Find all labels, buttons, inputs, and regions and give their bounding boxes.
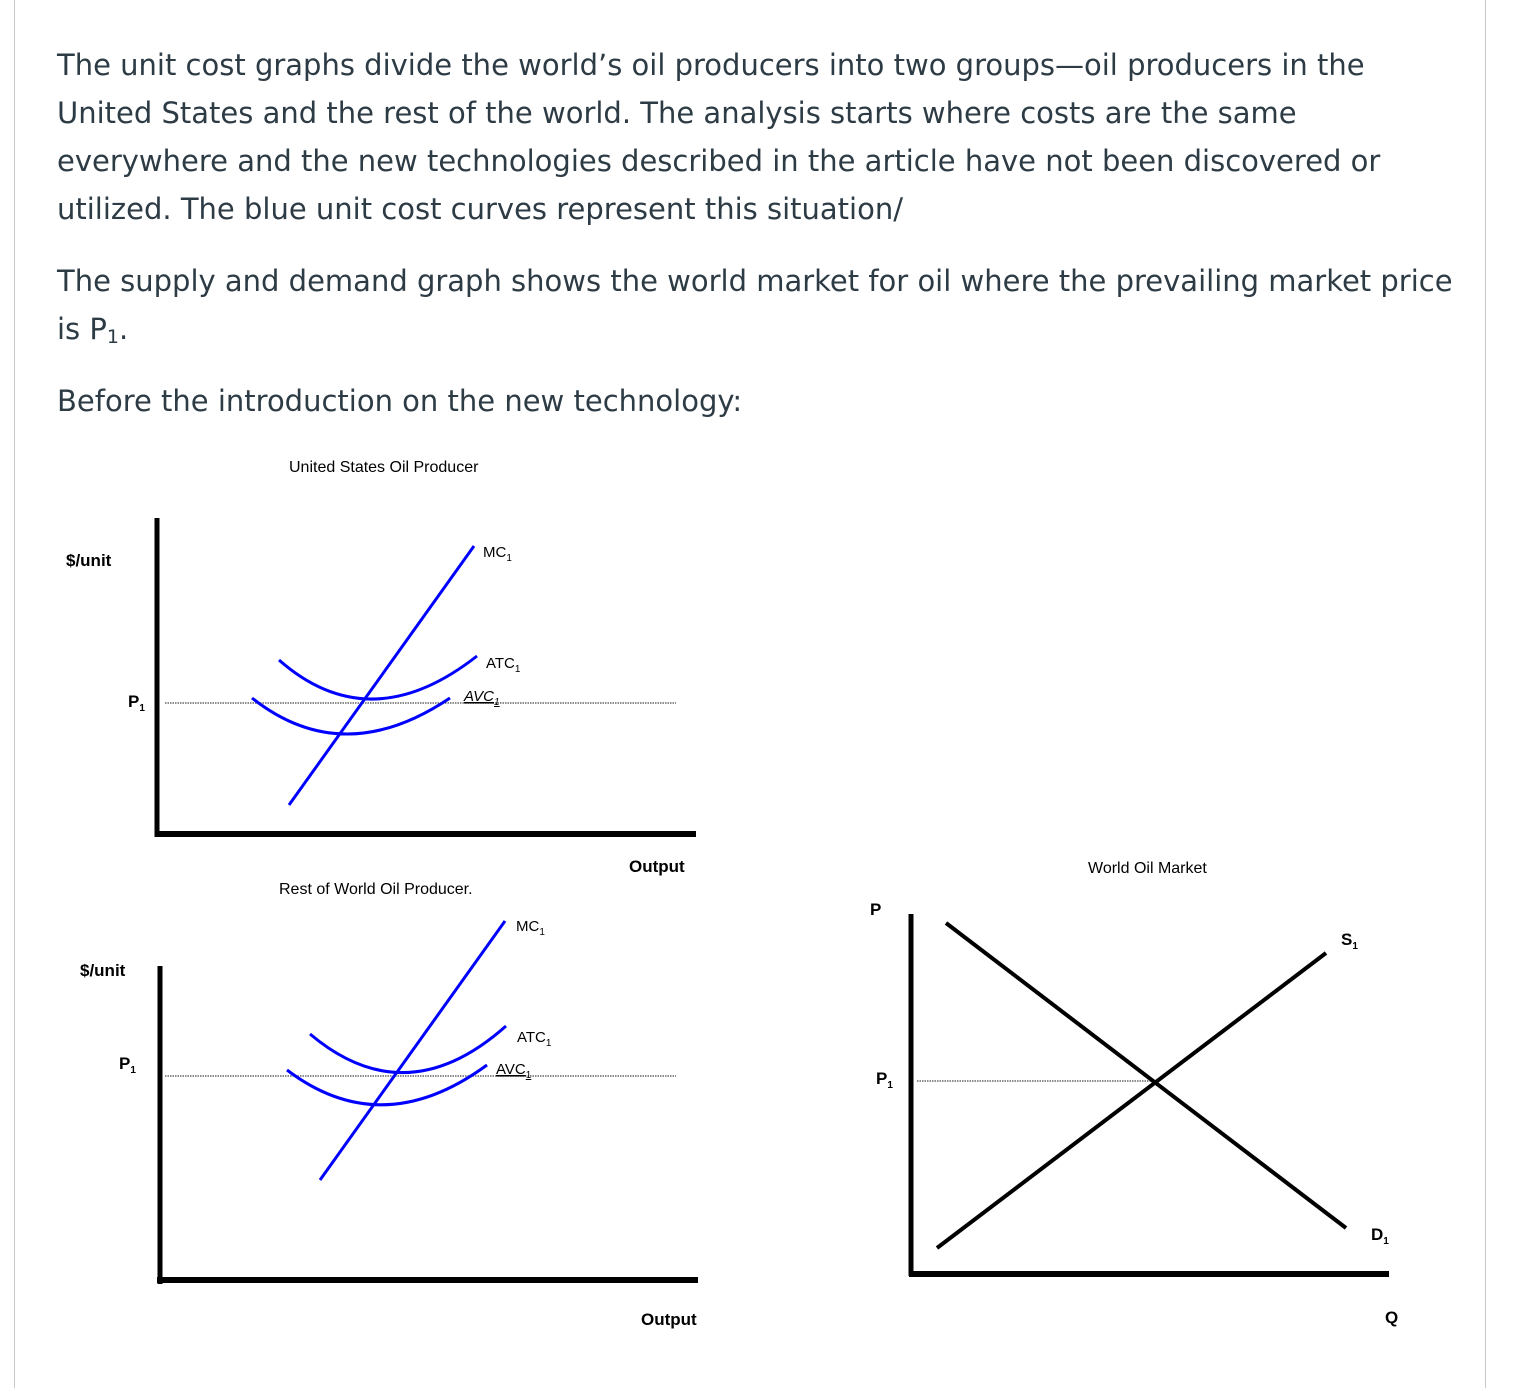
demand-sub: 1 — [1383, 1236, 1389, 1247]
us-mc-text: MC — [483, 544, 507, 561]
us-graph-title: United States Oil Producer — [289, 459, 479, 476]
market-price-sub: 1 — [887, 1080, 893, 1091]
row-y-axis-label: $/unit — [80, 961, 126, 980]
market-price-symbol: P — [876, 1069, 888, 1088]
supply-label — [1341, 930, 1358, 952]
demand-text: D — [1371, 1225, 1384, 1244]
us-price-symbol: P — [128, 692, 140, 711]
us-avc-sub: 1 — [494, 697, 500, 708]
row-atc-label — [517, 1029, 552, 1049]
row-atc-sub: 1 — [545, 1038, 552, 1049]
demand-curve — [946, 923, 1346, 1228]
paragraph-period: . — [118, 312, 129, 346]
row-atc-text: ATC — [517, 1029, 546, 1046]
us-price-sub: 1 — [139, 703, 145, 714]
row-avc-text: AVC — [496, 1061, 526, 1078]
row-atc-curve — [310, 1026, 506, 1073]
market-graph-title: World Oil Market — [1088, 860, 1207, 877]
us-y-axis-label: $/unit — [66, 551, 112, 570]
world-market-graph — [870, 860, 1398, 1327]
us-avc-text: AVC — [464, 688, 495, 705]
supply-curve — [937, 953, 1326, 1248]
us-mc-label — [483, 544, 512, 564]
us-atc-curve — [279, 656, 477, 699]
row-mc-sub: 1 — [539, 927, 545, 938]
demand-label — [1371, 1225, 1389, 1247]
us-atc-sub: 1 — [514, 664, 521, 675]
market-y-axis-label: P — [870, 900, 882, 919]
us-avc-label — [463, 688, 500, 708]
us-x-axis-label: Output — [629, 857, 685, 876]
intro-paragraph: The unit cost graphs divide the world’s oil producers into two groups—oil producers in the United States and the rest of the world. The analysis starts where costs are the same everywhere and the new technologies described in the article have not been discovered or utilized. The blue unit cost curves represent this situation/ — [57, 48, 1381, 226]
row-graph-title: Rest of World Oil Producer. — [279, 881, 473, 898]
supply-sub: 1 — [1352, 941, 1358, 952]
row-price-symbol: P — [119, 1054, 131, 1073]
row-x-axis-label: Output — [641, 1310, 697, 1329]
row-mc-text: MC — [516, 918, 540, 935]
us-atc-text: ATC — [486, 655, 515, 672]
market-paragraph-text: The supply and demand graph shows the world market for oil where the prevailing market price is — [57, 264, 1453, 346]
us-price-label — [128, 692, 145, 714]
price-subscript: 1 — [106, 326, 119, 348]
supply-text: S — [1341, 930, 1353, 949]
price-symbol: P — [89, 312, 107, 346]
row-avc-label — [496, 1061, 532, 1081]
us-atc-label — [486, 655, 521, 675]
row-mc-curve — [320, 921, 505, 1180]
row-price-label — [119, 1054, 136, 1076]
market-x-axis-label: Q — [1385, 1308, 1399, 1327]
row-price-sub: 1 — [130, 1065, 136, 1076]
before-heading: Before the introduction on the new technology: — [57, 384, 743, 418]
us-mc-sub: 1 — [506, 553, 512, 564]
row-producer-graph — [80, 881, 698, 1329]
row-mc-label — [516, 918, 545, 938]
us-producer-graph — [66, 459, 696, 876]
row-avc-sub: 1 — [525, 1070, 532, 1081]
market-price-label — [876, 1069, 893, 1091]
